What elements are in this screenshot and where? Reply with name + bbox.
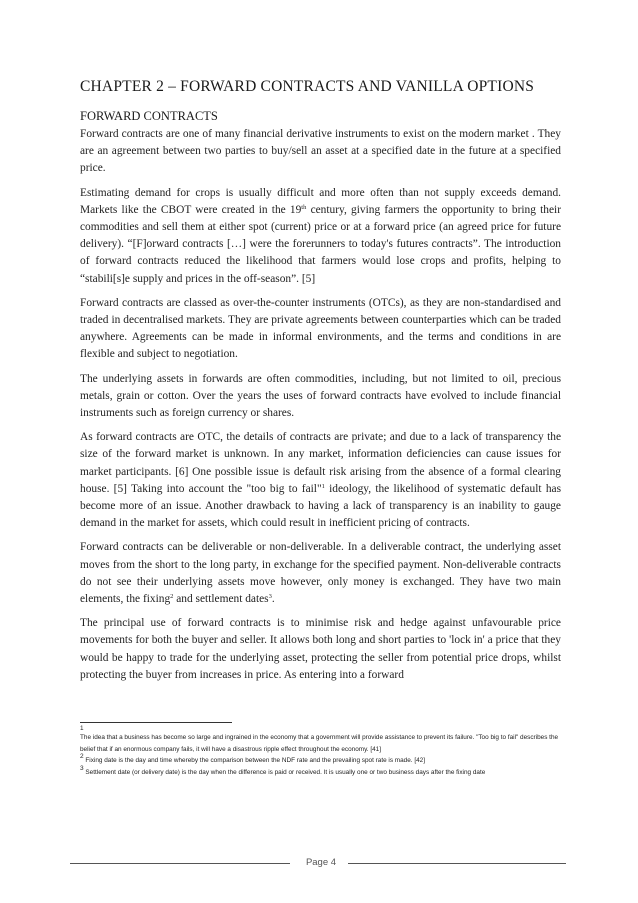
footnote-1-number: 1 bbox=[80, 725, 84, 732]
ordinal-suffix: th bbox=[301, 203, 307, 211]
footnote-2 bbox=[80, 755, 561, 767]
footnotes bbox=[80, 725, 561, 778]
paragraph-history-part1: Estimating demand for crops is usually difficult and more often than not supply exceeds demand. Markets like the CBOT were created in the 19 bbox=[80, 186, 561, 216]
paragraph-deliverable-part1: Forward contracts can be deliverable or non-deliverable. In a deliverable contract, the underlying asset moves from the short to the long party, in exchange for the specified payment. Non-deliverable contracts do not see their underlying assets move however, only money is exchanged. They have two main elements, the fixing bbox=[80, 541, 561, 606]
paragraph-principal-use: The principal use of forward contracts is to minimise risk and hedge against unfavourable price movements for both the buyer and seller. It allows both long and short parties to 'lock in' a price that they would be happy to trade for the underlying asset, protecting the seller from potential price drops, whilst protecting the buyer from increases in price. As entering into a forward bbox=[80, 617, 561, 681]
footer-rule-left bbox=[70, 863, 290, 864]
footnote-2-number: 2 bbox=[80, 753, 84, 761]
footnote-3-text: Settlement date (or delivery date) is the day when the difference is paid or received. It is usually one or two business days after the fixing date bbox=[85, 768, 486, 776]
footnote-ref-2: 2 bbox=[170, 593, 174, 601]
paragraph-history bbox=[80, 185, 561, 288]
footnote-3 bbox=[80, 764, 561, 779]
paragraph-deliverable bbox=[80, 539, 561, 608]
paragraph-transparency-part1: As forward contracts are OTC, the details of contracts are private; and due to a lack of transparency the size of the forward market is unknown. In any market, information deficiencies can cause issues for market participants. [6] One possible issue is default risk arising from the absence of a formal clearing house. [5] Taking into account the "too big to fail" bbox=[80, 431, 561, 495]
footnote-ref-1: 1 bbox=[321, 482, 325, 490]
paragraph-deliverable-part2: and settlement dates bbox=[173, 593, 269, 606]
footer-rule-right bbox=[348, 863, 566, 864]
footnote-2-text: Fixing date is the day and time whereby the comparison between the NDF rate and the prevailing spot rate is made. [42] bbox=[85, 757, 426, 765]
paragraph-otc: Forward contracts are classed as over-the-counter instruments (OTCs), as they are non-standardised and traded in decentralised markets. They are private agreements between counterparties which can be traded anywhere. Agreements can be made in informal environments, and the terms and conditions in are flexible and subject to negotiation. bbox=[80, 296, 561, 361]
paragraph-underlying-assets: The underlying assets in forwards are often commodities, including, but not limited to oil, precious metals, grain or cotton. Over the years the uses of forward contracts have evolved to include financial instruments such as foreign currency or shares. bbox=[80, 372, 561, 420]
paragraph-definition: Forward contracts are one of many financial derivative instruments to exist on the modern market . They are an agreement between two parties to buy/sell an asset at a specified date in the future at a specified price. bbox=[80, 128, 561, 175]
footnote-ref-3: 3 bbox=[268, 593, 272, 601]
paragraph-deliverable-part3: . bbox=[271, 593, 275, 606]
section-title: FORWARD CONTRACTS bbox=[80, 109, 218, 123]
paragraph-transparency bbox=[80, 429, 561, 532]
footnote-1 bbox=[80, 725, 561, 755]
footnote-3-number: 3 bbox=[80, 764, 84, 772]
footnote-1-text: The idea that a business has become so large and ingrained in the economy that a government will provide assistance to prevent its failure. "Too big to fail" describes the belief that if an enormous company fails, it will have a disastrous ripple effect throughout the economy. [41] bbox=[80, 734, 559, 753]
paragraph-history-part2: century, giving farmers the opportunity to bring their commodities and sell them at either spot (current) price or at a forward price (an agreed price for future delivery). “[F]orward contracts […] were the forerunners to today's futures contracts”. The introduction of forward contracts reduced the likelihood that farmers would lose crops and profits, helping to “stabili[s]e supply and prices in the off-season”. [5] bbox=[80, 203, 561, 285]
chapter-title: CHAPTER 2 – FORWARD CONTRACTS AND VANILLA OPTIONS bbox=[80, 78, 535, 95]
footnote-separator bbox=[80, 722, 232, 723]
page-number: Page 4 bbox=[305, 857, 337, 868]
paragraph-transparency-part2: ideology, the likelihood of systematic default has become more of an issue. Another drawback to having a lack of transparency is an inability to gauge demand in the market for assets, which could result in inefficient pricing of contracts. bbox=[80, 482, 561, 530]
page-body bbox=[80, 78, 561, 691]
